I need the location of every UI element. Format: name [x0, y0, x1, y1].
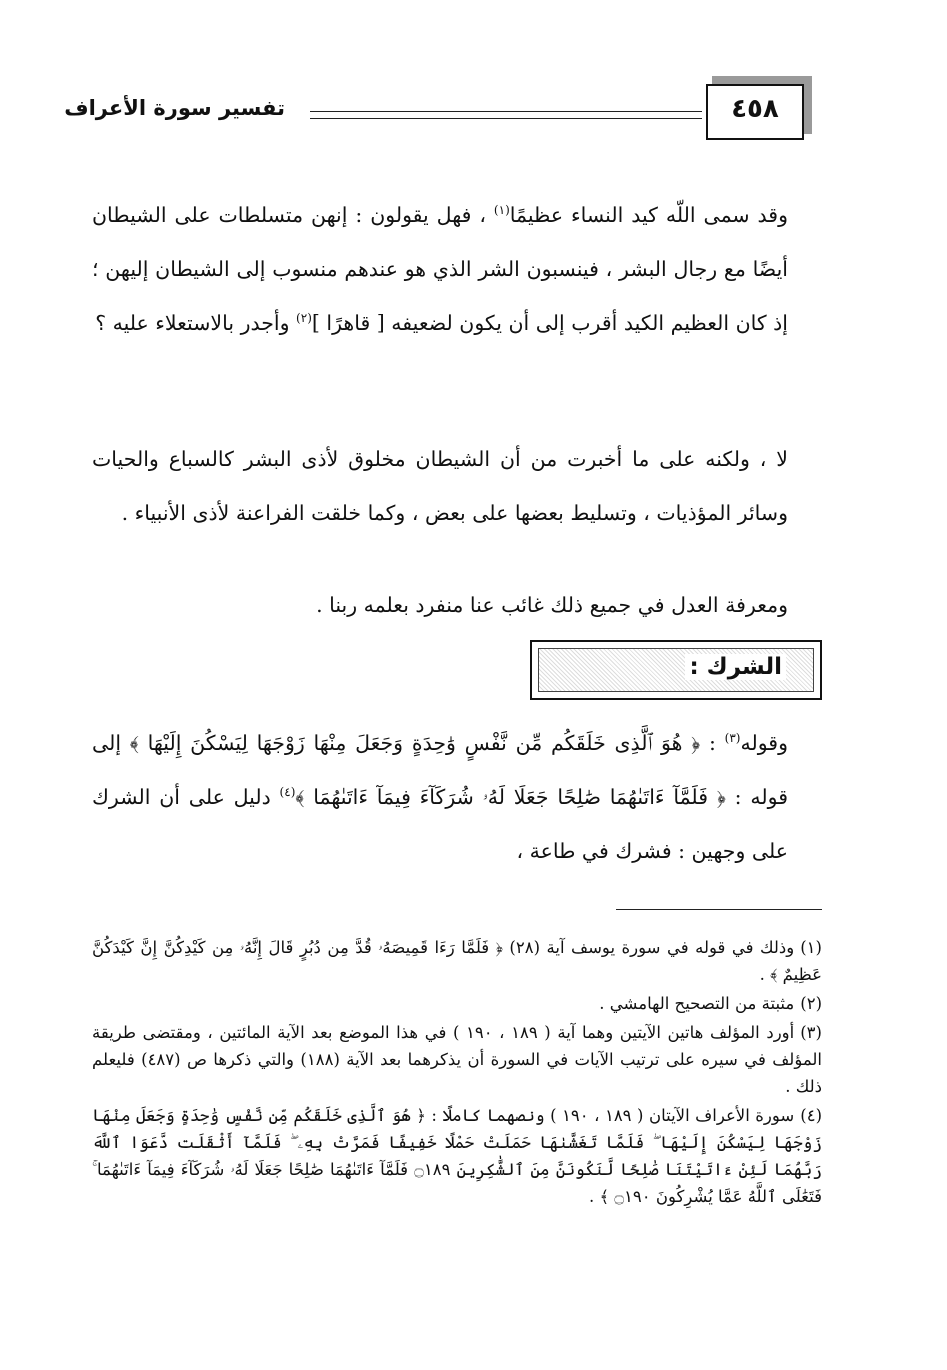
- footnote-number: (٣): [800, 1023, 822, 1042]
- footnote-text: أورد المؤلف هاتين الآيتين وهما آية ( ١٨٩ ، ١٩٠ ) في هذا الموضع بعد الآية المائتين ، ومقتضى طريقة المؤلف في سيره على ترتيب الآيات في السورة أن يذكرهما بعد الآية (١٨٨) والتي ذكرها ص (٤٨٧) فليعلم ذلك .: [92, 1023, 822, 1096]
- footnote-ref-1: (١): [493, 203, 510, 218]
- footnote-ref-2: (٢): [296, 311, 312, 326]
- footnote-4: [92, 1102, 822, 1210]
- header-rule: [310, 111, 702, 119]
- paragraph-1-end: وأجدر بالاستعلاء عليه ؟: [95, 311, 290, 335]
- section-heading: الشرك :: [685, 654, 786, 680]
- paragraph-4: [92, 716, 822, 878]
- quran-quote: : ﴿ هُوَ ٱلَّذِى خَلَقَكُم مِّن نَّفْسٍ وَٰحِدَةٍ وَجَعَلَ مِنْهَا زَوْجَهَا لِيَسْكُنَ إِلَيْهَا ﴾ إلى قوله : ﴿ فَلَمَّآ ءَاتَىٰهُمَا صَٰلِحًا جَعَلَا لَهُۥ شُرَكَآءَ فِيمَآ ءَاتَىٰهُمَا ﴾: [92, 731, 788, 809]
- footnote-text: مثبتة من التصحيح الهامشي .: [599, 994, 795, 1013]
- footnote-2: [92, 990, 822, 1017]
- footnote-ref-4: (٤): [279, 785, 296, 800]
- footnote-ref-3: (٣): [724, 731, 741, 746]
- paragraph-4-end: دليل على أن الشرك على وجهين : فشرك في طاعة ،: [92, 785, 788, 863]
- running-header-title: تفسير سورة الأعراف: [64, 96, 285, 120]
- section-heading-box: [530, 640, 822, 700]
- footnote-number: (٤): [800, 1106, 822, 1125]
- paragraph-2-text: لا ، ولكنه على ما أخبرت من أن الشيطان مخلوق لأذى البشر كالسباع والحيات وسائر المؤذيات ، وتسليط بعضها على بعض ، وكما خلقت الفراعنة لأذى الأنبياء .: [92, 447, 788, 525]
- footnote-3: [92, 1019, 822, 1100]
- page-number-box: [706, 84, 804, 140]
- footnote-separator: [616, 909, 822, 910]
- footnote-1: [92, 934, 822, 988]
- paragraph-1-text: وقد سمى اللّه كيد النساء عظيمًا: [509, 203, 788, 227]
- paragraph-2: [92, 432, 822, 540]
- footnote-text: وذلك في قوله في سورة يوسف آية (٢٨) ﴿ فَلَمَّا رَءَا قَمِيصَهُۥ قُدَّ مِن دُبُرٍ قَالَ إِنَّهُۥ مِن كَيْدِكُنَّ إِنَّ كَيْدَكُنَّ عَظِيمٌ ﴾ .: [92, 938, 822, 984]
- paragraph-4-lead: وقوله: [740, 731, 788, 755]
- page-number: ٤٥٨: [731, 94, 779, 124]
- paragraph-1-continuation: ، فهل يقولون : إنهن متسلطات على الشيطان أيضًا مع رجال البشر ، فينسبون الشر الذي هو عندهم منسوب إلى الشيطان إليهن ؛ إذ كان العظيم الكيد أقرب إلى أن يكون لضعيفه [ قاهرًا ]: [92, 203, 788, 335]
- footnote-text: سورة الأعراف الآيتان ( ١٨٩ ، ١٩٠ ) ونصهما كاملًا : ﴿ هُوَ ٱلَّذِى خَلَقَكُم مِّن نَّفْسٍ وَٰحِدَةٍ وَجَعَلَ مِنْهَا زَوْجَهَا لِيَسْكُنَ إِلَيْهَا ۖ فَلَمَّا تَغَشَّىٰهَا حَمَلَتْ حَمْلًا خَفِيفًا فَمَرَّتْ بِهِۦ ۖ فَلَمَّآ أَثْقَلَت دَّعَوَا ٱللَّهَ رَبَّهُمَا لَئِنْ ءَاتَيْتَنَا صَٰلِحًا لَّنَكُونَنَّ مِنَ ٱلشَّٰكِرِينَ ۝١٨٩ فَلَمَّآ ءَاتَىٰهُمَا صَٰلِحًا جَعَلَا لَهُۥ شُرَكَآءَ فِيمَآ ءَاتَىٰهُمَا ۚ فَتَعَٰلَى ٱللَّهُ عَمَّا يُشْرِكُونَ ۝١٩٠ ﴾ .: [92, 1106, 822, 1206]
- footnote-number: (٢): [800, 994, 822, 1013]
- footnote-number: (١): [800, 938, 822, 957]
- paragraph-3-text: ومعرفة العدل في جميع ذلك غائب عنا منفرد بعلمه ربنا .: [316, 593, 788, 617]
- footnotes: [92, 934, 822, 1212]
- paragraph-1: [92, 188, 822, 350]
- paragraph-3: [92, 578, 822, 632]
